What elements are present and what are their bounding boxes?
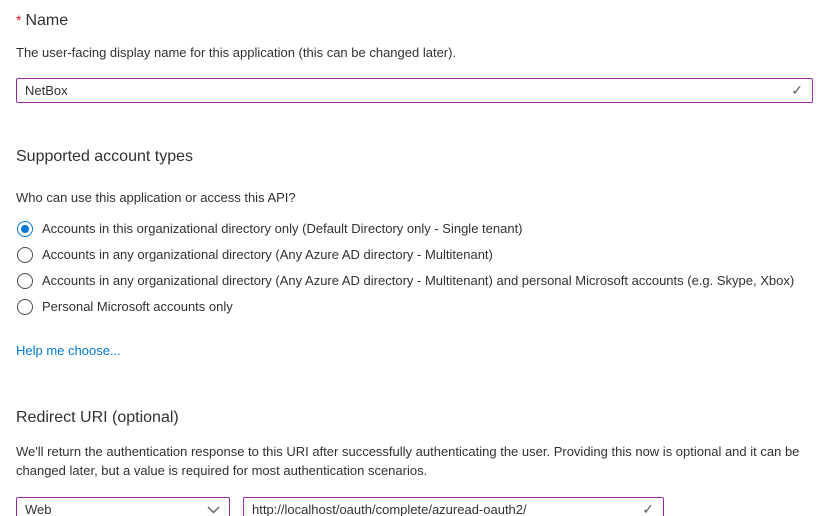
chevron-down-icon	[207, 506, 220, 514]
radio-option-label: Personal Microsoft accounts only	[42, 299, 233, 314]
required-asterisk: *	[16, 12, 22, 28]
app-registration-form	[0, 10, 829, 516]
name-section-title	[16, 10, 813, 31]
name-title-text: Name	[25, 12, 69, 29]
redirect-uri-title: Redirect URI (optional)	[16, 409, 179, 426]
checkmark-icon: ✓	[642, 500, 654, 516]
name-input[interactable]	[16, 78, 813, 103]
account-type-option[interactable]	[16, 242, 813, 268]
radio-icon	[17, 221, 33, 237]
redirect-uri-input[interactable]	[243, 497, 664, 516]
platform-select-value: Web	[25, 502, 52, 516]
radio-option-label: Accounts in any organizational directory (Any Azure AD directory - Multitenant)	[42, 247, 493, 262]
radio-option-label: Accounts in any organizational directory (Any Azure AD directory - Multitenant) and personal Microsoft accounts (e.g. Skype, Xbox)	[42, 273, 795, 288]
account-type-option[interactable]	[16, 216, 813, 242]
checkmark-icon: ✓	[791, 81, 803, 98]
radio-icon	[17, 247, 33, 263]
uri-input-wrap	[243, 497, 664, 516]
account-types-question: Who can use this application or access this API?	[16, 190, 296, 205]
account-type-option[interactable]	[16, 268, 813, 294]
name-input-wrap	[16, 78, 813, 103]
platform-select[interactable]	[16, 497, 230, 516]
redirect-uri-description: We'll return the authentication response to this URI after successfully authenticating the user. Providing this now is optional and it can be changed later, but a value is required for most authentication scenarios.	[16, 444, 800, 478]
account-type-option[interactable]	[16, 294, 813, 320]
radio-icon	[17, 273, 33, 289]
radio-icon	[17, 299, 33, 315]
help-me-choose-link[interactable]: Help me choose...	[16, 343, 121, 358]
account-types-title: Supported account types	[16, 148, 194, 165]
account-types-radio-group	[16, 216, 813, 320]
redirect-uri-row	[16, 497, 813, 516]
name-description: The user-facing display name for this application (this can be changed later).	[16, 45, 457, 60]
radio-option-label: Accounts in this organizational directory only (Default Directory only - Single tenant)	[42, 221, 523, 236]
